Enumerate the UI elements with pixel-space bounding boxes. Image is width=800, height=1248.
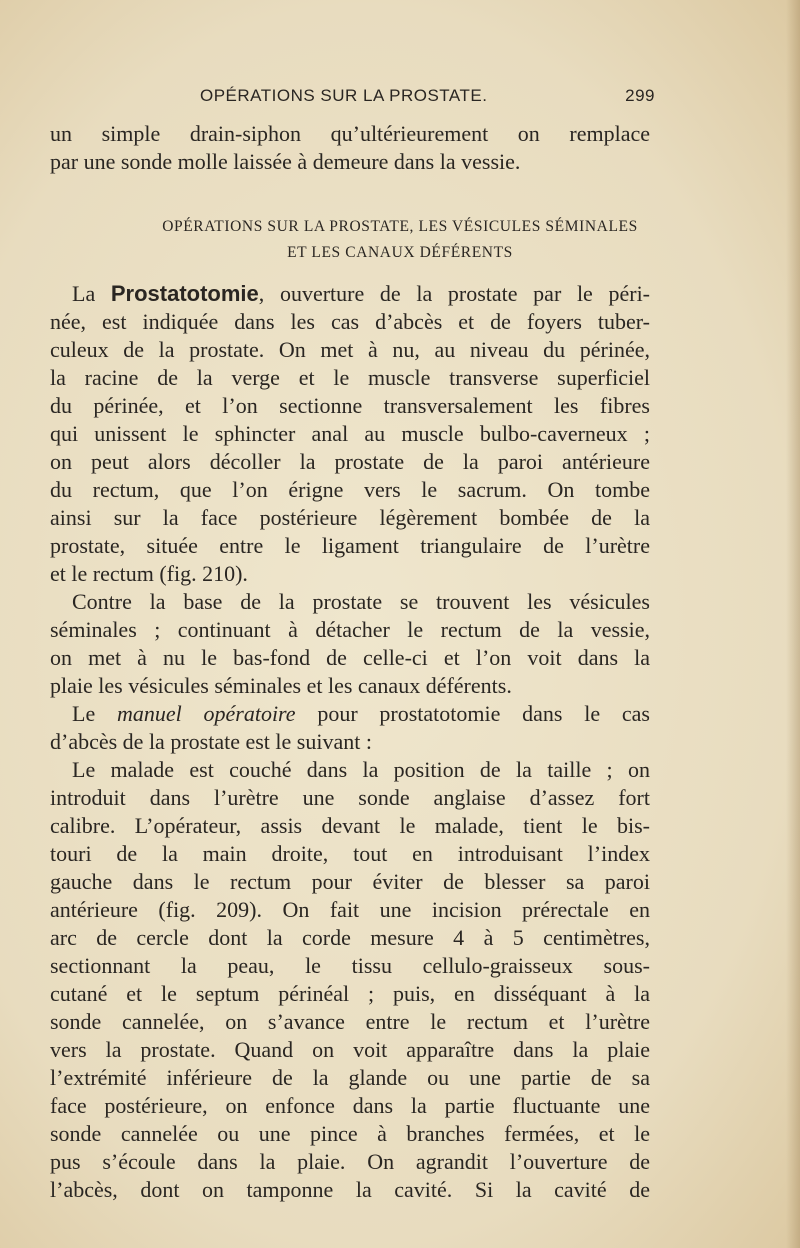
section-heading-line2: ET LES CANAUX DÉFÉRENTS	[287, 244, 513, 261]
text-line: sonde cannelée ou une pince à branches fermées, et le	[50, 1121, 650, 1146]
text-line: antérieure (fig. 209). On fait une incision prérectale en	[50, 897, 650, 922]
text-line: calibre. L’opérateur, assis devant le malade, tient le bis-	[50, 813, 650, 838]
page-edge-shadow	[786, 0, 800, 1248]
text-line: vers la prostate. Quand on voit apparaître dans la plaie	[50, 1037, 650, 1062]
text-line: face postérieure, on enfonce dans la partie fluctuante une	[50, 1093, 650, 1118]
text-line: l’extrémité inférieure de la glande ou une partie de sa	[50, 1065, 650, 1090]
text-line: d’abcès de la prostate est le suivant :	[50, 729, 372, 754]
text-line: sectionnant la peau, le tissu cellulo-graisseux sous-	[50, 953, 650, 978]
text-line: arc de cercle dont la corde mesure 4 à 5 centimètres,	[50, 925, 650, 950]
page-number: 299	[625, 86, 655, 105]
running-head-title: OPÉRATIONS SUR LA PROSTATE.	[200, 86, 488, 105]
text-run: pour prostatotomie dans le cas	[295, 701, 650, 726]
term-prostatotomie: Prostatotomie	[110, 281, 259, 306]
text-line: l’abcès, dont on tamponne la cavité. Si la cavité de	[50, 1177, 650, 1202]
text-line: prostate, située entre le ligament triangulaire de l’urètre	[50, 533, 650, 558]
text-line: par une sonde molle laissée à demeure dans la vessie.	[50, 149, 521, 174]
text-line: Contre la base de la prostate se trouvent les vésicules	[72, 589, 650, 614]
paragraph-line	[50, 700, 650, 728]
text-line: et le rectum (fig. 210).	[50, 561, 248, 586]
text-line: un simple drain-siphon qu’ultérieurement on remplace	[50, 121, 650, 146]
text-line: séminales ; continuant à détacher le rectum de la vessie,	[50, 617, 650, 642]
lead-text: Le	[72, 701, 117, 726]
text-line: cutané et le septum périnéal ; puis, en disséquant à la	[50, 981, 650, 1006]
text-line: gauche dans le rectum pour éviter de blesser sa paroi	[50, 869, 650, 894]
lead-text: La	[72, 281, 111, 306]
paragraph-first-line	[50, 280, 650, 308]
italic-term: manuel opératoire	[116, 701, 296, 726]
text-line: la racine de la verge et le muscle transverse superficiel	[50, 365, 650, 390]
section-heading-line1: OPÉRATIONS SUR LA PROSTATE, LES VÉSICULES SÉMINALES	[162, 218, 638, 235]
text-run: , ouverture de la prostate par le péri-	[258, 281, 651, 306]
text-line: introduit dans l’urètre une sonde anglaise d’assez fort	[50, 785, 650, 810]
text-line: touri de la main droite, tout en introduisant l’index	[50, 841, 650, 866]
text-line: on peut alors décoller la prostate de la paroi antérieure	[50, 449, 650, 474]
text-line: du rectum, que l’on érigne vers le sacrum. On tombe	[50, 477, 650, 502]
text-line: qui unissent le sphincter anal au muscle bulbo-caverneux ;	[50, 421, 650, 446]
text-line: ainsi sur la face postérieure légèrement bombée de la	[50, 505, 650, 530]
text-line: pus s’écoule dans la plaie. On agrandit l’ouverture de	[50, 1149, 650, 1174]
text-line: du périnée, et l’on sectionne transversalement les fibres	[50, 393, 650, 418]
text-line: plaie les vésicules séminales et les canaux déférents.	[50, 673, 512, 698]
text-line: sonde cannelée, on s’avance entre le rectum et l’urètre	[50, 1009, 650, 1034]
text-line: culeux de la prostate. On met à nu, au niveau du périnée,	[50, 337, 650, 362]
text-line: née, est indiquée dans les cas d’abcès et de foyers tuber-	[50, 309, 650, 334]
text-line: Le malade est couché dans la position de la taille ; on	[72, 757, 650, 782]
text-line: on met à nu le bas-fond de celle-ci et l’on voit dans la	[50, 645, 650, 670]
